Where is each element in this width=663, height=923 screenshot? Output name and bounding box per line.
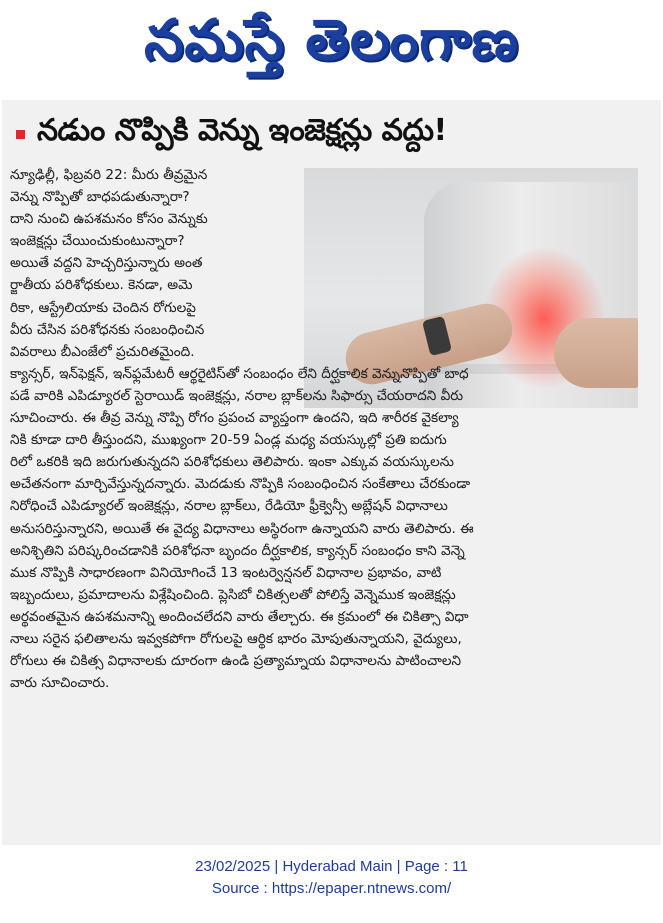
body-line: పడే వారికి ఎపిడ్యూరల్ స్టెరాయిడ్ ఇంజెక్షన్లు, నరాల బ్లాక్‌లను సిఫార్సు చేయరాదని వీరు — [10, 387, 464, 404]
body-line: వీరు చేసిన పరిశోధనకు సంబంధించిన — [10, 321, 205, 338]
body-line: ర్జాతీయ పరిశోధకులు. కెనడా, అమె — [10, 277, 193, 294]
article-lead — [10, 164, 294, 363]
article-clipping — [2, 100, 661, 845]
body-line: న్యూఢిల్లీ, ఫిబ్రవరి 22: మీరు తీవ్రమైన — [10, 167, 208, 183]
body-line: నిరోధించే ఎపిడ్యూరల్ ఇంజెక్షన్లు, నరాల బ్లాక్‌లు, రేడియో ఫ్రీక్వెన్సీ అబ్లేషన్ విధానాలు — [10, 498, 448, 515]
body-line: నాలు సరైన ఫలితాలను ఇవ్వకపోగా రోగులపై ఆర్థిక భారం మోపుతున్నాయని, వైద్యులు, — [10, 630, 462, 647]
body-line: సూచించారు. ఈ తీవ్ర వెన్ను నొప్పి రోగం ప్రపంచ వ్యాప్తంగా ఉందని, ఇది శారీరక వైకల్యా — [10, 410, 459, 427]
body-line: వారు సూచించారు. — [10, 675, 110, 692]
body-line: నికి కూడా దారి తీస్తుందని, ముఖ్యంగా 20-59 ఏండ్ల మధ్య వయస్కుల్లో ప్రతి ఐదుగు — [10, 432, 447, 449]
red-square-bullet-icon — [16, 130, 25, 139]
body-line: అనుసరిస్తున్నారని, అయితే ఈ వైద్య విధానాలు అస్థిరంగా ఉన్నాయని వారు తెలిపారు. ఈ — [10, 520, 474, 537]
body-line: అనిశ్చితిని పరిష్కరించడానికి పరిశోధనా బృందం దీర్ఘకాలిక, క్యాన్సర్ సంబంధం కాని వెన్నె — [10, 542, 465, 559]
body-line: రిలో ఒకరికి ఇది జరుగుతున్నదని పరిశోధకులు తెలిపారు. ఇంకా ఎక్కువ వయస్కులను — [10, 454, 454, 471]
masthead — [0, 0, 663, 95]
body-line: ఇబ్బందులు, ప్రమాదాలను విశ్లేషించింది. ప్లెసిబో చికిత్సలతో పోలిస్తే వెన్నెముక ఇంజెక్షన్లు — [10, 586, 456, 603]
page-footer — [0, 856, 663, 900]
body-line: రికా, ఆస్ట్రేలియాకు చెందిన రోగులపై — [10, 299, 196, 316]
body-line: ఇంజెక్షన్లు చేయించుకుంటున్నారా? — [10, 233, 185, 250]
body-line: వెన్ను నొప్పితో బాధపడుతున్నారా? — [10, 189, 190, 206]
article-continuation — [10, 363, 654, 694]
edition-info: 23/02/2025 | Hyderabad Main | Page : 11 — [195, 858, 468, 875]
body-line: అచేతనంగా మార్చివేస్తున్నదన్నారు. మెదడుకు నొప్పికి సంబంధించిన సంకేతాలు చేరకుండా — [10, 476, 471, 493]
body-line: ముక నొప్పికి సాధారణంగా వినియోగించే 13 ఇంటర్వెన్షనల్ విధానాల ప్రభావం, వాటి — [10, 564, 442, 581]
body-line: రోగులు ఈ చికిత్స విధానాలకు దూరంగా ఉండి ప్రత్యామ్నాయ విధానాలను పాటించాలని — [10, 653, 462, 670]
body-line: అయితే వద్దని హెచ్చరిస్తున్నారు అంత — [10, 255, 203, 272]
article-headline: నడుం నొప్పికి వెన్ను ఇంజెక్షన్లు వద్దు! — [37, 113, 447, 148]
body-line: అర్థవంతమైన ఉపశమనాన్ని అందించలేదని వారు తేల్చారు. ఈ క్రమంలో ఈ చికిత్సా విధా — [10, 608, 469, 625]
body-line: క్యాన్సర్, ఇన్‌ఫెక్షన్, ఇన్‌ఫ్లమేటరీ ఆర్థరైటిస్‌తో సంబంధం లేని దీర్ఘకాలిక వెన్నునొప్పితో బాధ — [10, 365, 469, 382]
newspaper-logo: నమస్తే తెలంగాణ — [144, 8, 519, 73]
body-line: వివరాలు బీఎంజేలో ప్రచురితమైంది. — [10, 343, 195, 360]
article-body — [10, 164, 654, 694]
source-link[interactable]: Source : https://epaper.ntnews.com/ — [211, 880, 452, 897]
body-line: దాని నుంచి ఉపశమనం కోసం వెన్నుకు — [10, 211, 208, 228]
headline-row — [2, 112, 661, 156]
